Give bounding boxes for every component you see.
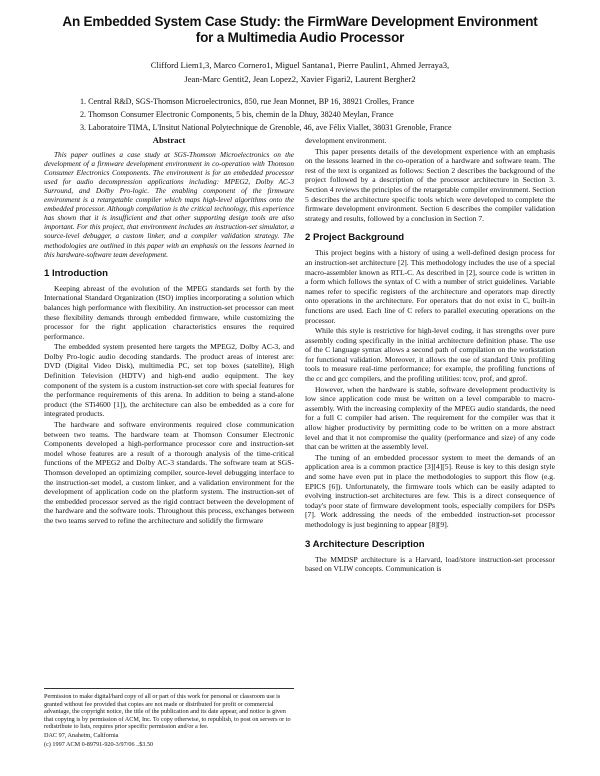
section-3-heading: 3 Architecture Description [305,538,425,550]
section-1-heading: 1 Introduction [44,267,108,279]
conference-line: DAC 97, Anaheim, California [44,731,119,739]
sec1-paragraph-3: The hardware and software environments required close communication between two teams. The hardware team at Thomson Consumer Electronic Components developed a high-performance processor core and instruction-set model whose features are a result of a thorough analysis of the time-critical functions of the MPEG2 and Dolby AC-3 standards. The software team at SGS-Thomson developed an optimizing compiler, source-level debugging interface to the instruction-set model, a custom linker, and a validation environment for the development of application code on the platform system. The instruction-set of the embedded processor served as the rigid contract between the development of the hardware and the software tools. Throughout this process, exchanges between the two teams served to refine the architecture and solidify the firmware [44,420,294,525]
sec1-right-paragraph-1: This paper presents details of the development experience with an emphasis on the lessons learned in the co-operation of a hardware and software team. The rest of the text is organized as follows: Section 2 describes the background of the project followed by a description of the processor architecture in Section 3. Section 4 reviews the principles of the retargetable compiler environment. Section 5 describes the architecture specific tools which were developed to complete the firmware development environment. Section 6 describes the compiler validation strategy and results, followed by a conclusion in Section 7. [305,146,555,223]
sec2-paragraph-4: The tuning of an embedded processor system to meet the demands of an application area is a common practice [3][4][5]. Reuse is key to this design style and some have even put in place the methodologies to support this flow (e.g. EPICS [6]). Unfortunately, the firmware tools which can be easily adapted to evolving instruction-set architectures are few. This is a direct consequence of today's poor state of firmware development tools, especially compilers for DSPs [7]. Work addressing the needs of the embedded instruction-set processor methodology is just beginning to appear [8][9]. [305,452,555,529]
abstract-heading: Abstract [152,135,186,145]
left-column [44,136,294,527]
affiliations [80,95,540,134]
authors-line-2: Jean-Marc Gentit2, Jean Lopez2, Xavier Figari2, Laurent Bergher2 [184,74,416,84]
abstract-text: This paper outlines a case study at SGS-Thomson Microelectronics on the development of a firmware development environment in co-operation with Thomson Consumer Electronics Components. The environment is for an embedded processor used for audio decompression applications including: MPEG2, Dolby AC-3 Surround, and Dolby Pro-logic. The enabling component of the firmware environment is a retargetable compiler which maps high-level algorithms onto the embedded processor. Although compilation is the critical technology, this experience has shown that it is insufficient and that other supporting design tools are also important. For this project, that environment includes an instruction-set simulator, a source-level debugger, a custom linker, and a compiler validation strategy. The methodologies are outlined in this paper with an emphasis on the lessons learned in this hardware-software team development. [44,149,294,259]
sec2-paragraph-1: This project begins with a history of using a well-defined design process for an instruction-set architecture [2]. This methodology includes the use of a special macro-assembler known as RTL-C. As described in [2], source code is written in a form which follows the syntax of C with a number of strict guidelines. Variable names refer to specific registers of the architecture and operators map directly onto operations in the architecture. For operators that do not exist in C, built-in functions are used. Each line of C refers to parallel executing operations on the processor. [305,248,555,325]
permission-text: Permission to make digital/hard copy of all or part of this work for personal or classroom use is granted without fee provided that copies are not made or distributed for profit or commercial advantage, the copyright notice, the title of the publication and its date appear, and notice is given that copying is by permission of ACM, Inc. To copy otherwise, to republish, to post on servers or to redistribute to lists, requires prior specific permission and/or a fee. [44,693,291,731]
authors-line-1: Clifford Liem1,3, Marco Cornero1, Miguel Santana1, Pierre Paulin1, Ahmed Jerraya3, [150,60,450,70]
sec3-paragraph-1: The MMDSP architecture is a Harvard, load/store instruction-set processor based on VLIW concepts. Communication is [305,554,555,574]
right-column [305,136,555,575]
section-2-heading: 2 Project Background [305,232,405,244]
affiliation-3: 3. Laboratoire TIMA, L'Insitut National Polytechnique de Grenoble, 46, ave Félix Viallet, 38031 Grenoble, France [80,123,452,132]
affiliation-1: 1. Central R&D, SGS-Thomson Microelectronics, 850, rue Jean Monnet, BP 16, 38921 Crolles, France [80,97,415,106]
sec2-paragraph-3: However, when the hardware is stable, software development productivity is low since application code must be written on a level comparable to macro-assembly. With the increasing complexity of the MPEG audio standards, the need for a full C compiler had arisen. The requirement for the compiler was that it allow higher productivity by permitting code to be written on a more abstract level and that it not compromise the quality (performance and size) of any code that can be written at the assembly level. [305,384,555,452]
affiliation-2: 2. Thomson Consumer Electronic Components, 5 bis, chemin de la Dhuy, 38240 Meylan, France [80,110,394,119]
copyright-line: (c) 1997 ACM 0-89791-920-3/97/06 ..$3.50 [44,740,154,748]
paper-title-line-1: An Embedded System Case Study: the FirmWare Development Environment [62,14,538,29]
sec2-paragraph-2: While this style is restrictive for high-level coding, it has strengths over pure assembly coding specifically in the initial architecture definition phase. The use of the C language syntax allows a second path of compilation on the workstation for functional validation. Moreover, it allows the use of standard Unix profiling tools to measure real-time performance; for example, the profiling functions of the cc and gcc compilers, and the profiling utilities: tcov, prof, and gprof. [305,326,555,384]
sec1-continuation: development environment. [305,136,387,145]
permission-footnote [44,688,294,749]
sec1-paragraph-2: The embedded system presented here targets the MPEG2, Dolby AC-3, and Dolby Pro-logic audio decoding standards. The product areas of interest are: DVD (Digital Video Disk), multimedia PC, set top boxes (satellite), High Definition Television (HDTV) and high-end audio equipment. The key component of the system is a custom instruction-set core with special features for the performance requirements of this arena. In addition to being a stand-alone product (the STi4600 [1]), the architecture can also be embedded as a core for integrated products. [44,342,294,419]
paper-title-line-2: for a Multimedia Audio Processor [195,30,405,45]
sec1-paragraph-1: Keeping abreast of the evolution of the MPEG standards set forth by the International Standard Organization (ISO) implies incorporating a solution which balances high performance with flexibility. An instruction-set processor can meet these flexibility demands through embedded firmware, while customizing the processor for the right application characteristics ensures the required performance. [44,283,294,341]
